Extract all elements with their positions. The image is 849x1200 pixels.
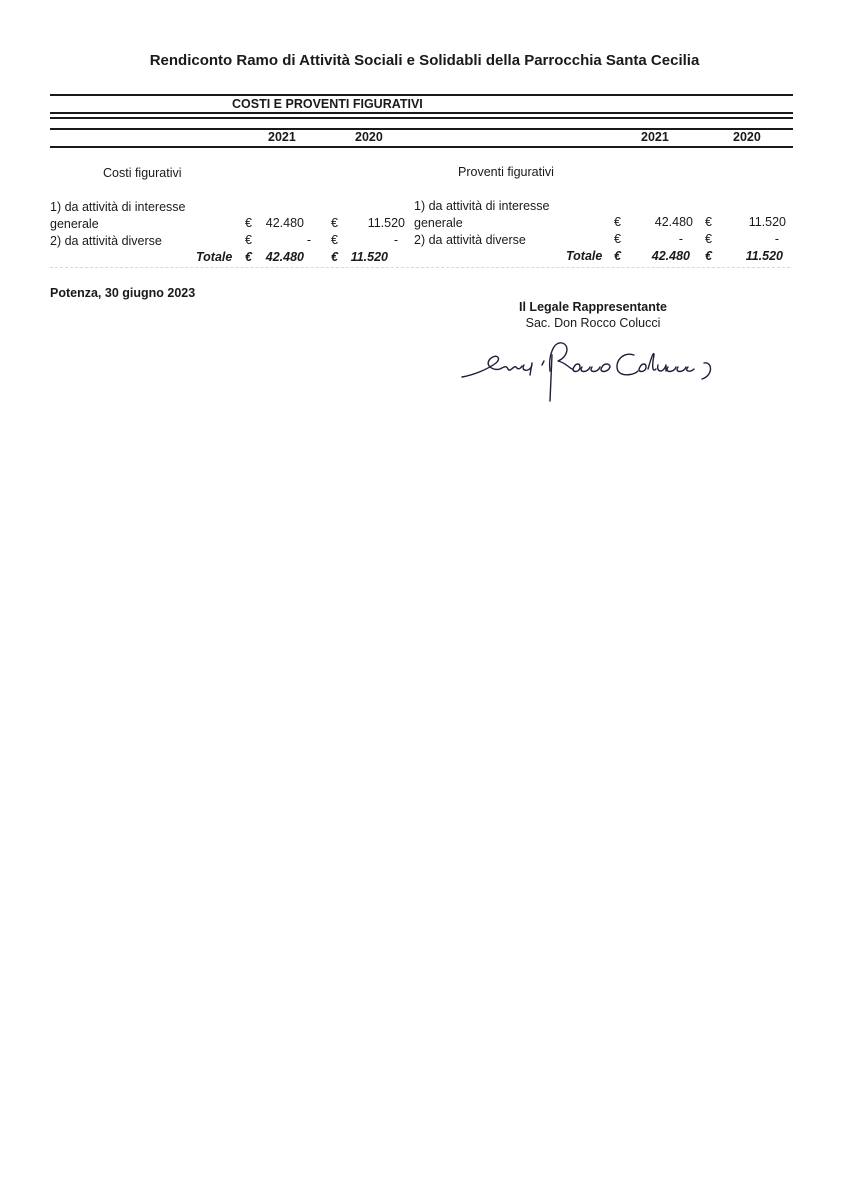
year-header-right-2021: 2021 <box>641 130 669 144</box>
costs-heading: Costi figurativi <box>103 166 182 180</box>
table-bottom-dashed-rule <box>50 267 790 268</box>
euro-sign: € <box>245 250 252 264</box>
proceeds-row1-2020: 11.520 <box>748 215 786 229</box>
document-title: Rendiconto Ramo di Attività Sociali e Solidabli della Parrocchia Santa Cecilia <box>149 52 700 69</box>
costs-row1-2021: 42.480 <box>265 216 304 230</box>
euro-sign: € <box>331 233 338 247</box>
proceeds-row2-2021: - <box>678 232 683 246</box>
place-date: Potenza, 30 giugno 2023 <box>50 286 196 300</box>
costs-row2-label: 2) da attività diverse <box>50 234 162 248</box>
costs-row1-label-line1: 1) da attività di interesse <box>50 200 186 214</box>
costs-row1-2020: 11.520 <box>367 216 405 230</box>
handwritten-signature <box>450 335 770 410</box>
proceeds-row2-label: 2) da attività diverse <box>414 233 526 247</box>
rule-above-years <box>50 128 793 130</box>
rule-under-section <box>50 112 793 114</box>
costs-total-2020: 11.520 <box>350 250 388 264</box>
costs-row2-2020: - <box>393 233 398 247</box>
euro-sign: € <box>245 233 252 247</box>
euro-sign: € <box>705 232 712 246</box>
year-header-left-2020: 2020 <box>355 130 383 144</box>
euro-sign: € <box>331 216 338 230</box>
euro-sign: € <box>331 250 338 264</box>
proceeds-total-2021: 42.480 <box>651 249 690 263</box>
rule-double <box>50 117 793 119</box>
year-header-left-2021: 2021 <box>268 130 296 144</box>
proceeds-total-label: Totale <box>566 249 603 263</box>
rule-below-years <box>50 146 793 148</box>
proceeds-row1-label-line2: generale <box>414 216 463 230</box>
costs-total-2021: 42.480 <box>265 250 304 264</box>
euro-sign: € <box>705 215 712 229</box>
costs-row2-2021: - <box>306 233 311 247</box>
legal-representative-title: Il Legale Rappresentante <box>519 300 667 314</box>
euro-sign: € <box>614 215 621 229</box>
proceeds-row1-label-line1: 1) da attività di interesse <box>414 199 550 213</box>
euro-sign: € <box>614 232 621 246</box>
costs-total-label: Totale <box>196 250 233 264</box>
year-header-right-2020: 2020 <box>733 130 761 144</box>
proceeds-row2-2020: - <box>774 232 779 246</box>
euro-sign: € <box>705 249 712 263</box>
proceeds-heading: Proventi figurativi <box>458 165 554 179</box>
euro-sign: € <box>614 249 621 263</box>
proceeds-row1-2021: 42.480 <box>654 215 693 229</box>
proceeds-total-2020: 11.520 <box>745 249 783 263</box>
legal-representative-name: Sac. Don Rocco Colucci <box>525 316 661 330</box>
costs-row1-label-line2: generale <box>50 217 99 231</box>
euro-sign: € <box>245 216 252 230</box>
section-title: COSTI E PROVENTI FIGURATIVI <box>232 97 423 111</box>
rule-top <box>50 94 793 96</box>
